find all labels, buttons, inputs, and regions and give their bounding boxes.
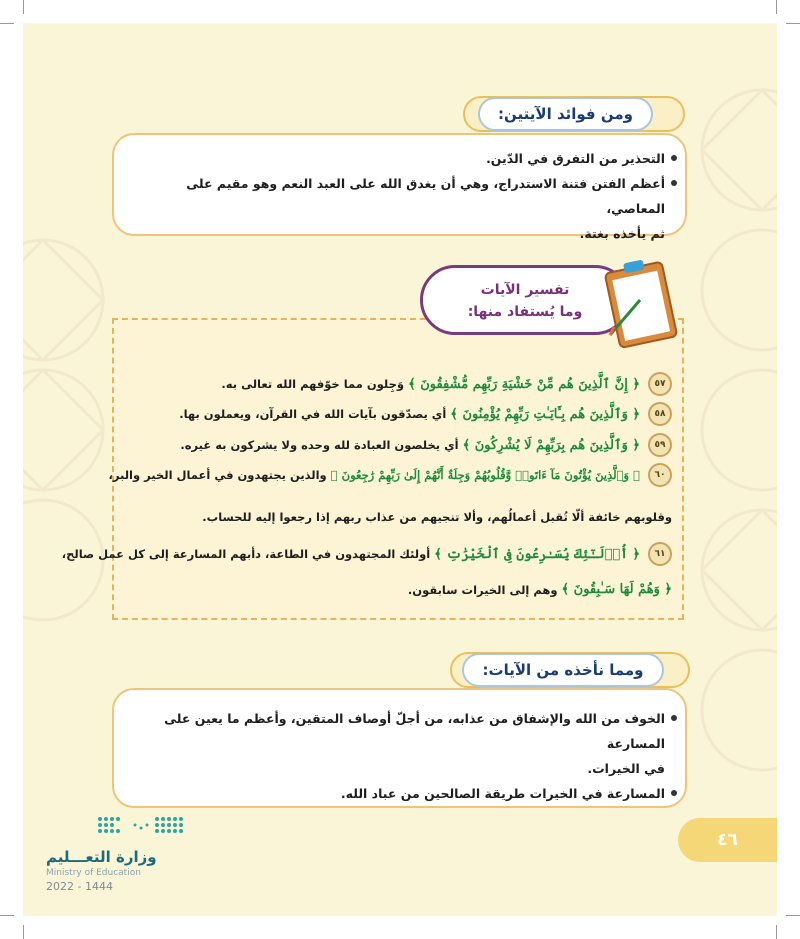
list-item: أعظم الفتن فتنة الاستدراج، وهي أن يغدق الله على العبد النعم وهو مقيم على المعاصي، [137,171,677,221]
crop-mark [0,915,14,916]
verse-row-61 [62,542,672,566]
verse-explanation: أولئك المجتهدون في الطاعة، دأبهم المسارعة إلى كل عمل صالح، [61,547,431,561]
tafsir-title-line1: تفسير الآيات [480,282,570,298]
quran-verse: ﴿ وَٱلَّذِينَ هُم بِـَٔايَـٰتِ رَبِّهِمْ يُؤْمِنُونَ ﴾ [450,406,640,422]
list-item: الخوف من الله والإشفاق من عذابه، من أجلّ أوصاف المتقين، وأعظم ما يعين على المسارعة [137,706,677,756]
verse-61-continuation [408,582,672,597]
clipboard-icon [600,255,680,350]
verse-number-badge: ٥٨ [648,402,672,426]
verse-explanation: أي يصدّقون بآيات الله في القرآن، ويعملون بها. [179,407,447,421]
quran-verse: ﴿ وَهُمْ لَهَا سَـٰبِقُونَ ﴾ [561,582,672,597]
list-item-continuation: في الخيرات. [587,761,665,776]
verse-row-60 [108,463,672,487]
crop-mark [23,925,24,939]
edition-year: 2022 - 1444 [46,880,113,893]
verse-explanation: وهم إلى الخيرات سابقون. [407,582,558,597]
verse-row-57 [221,372,672,396]
list-item: المسارعة في الخيرات طريقة الصالحين من عباد الله. [137,781,677,806]
tafsir-title-line2: وما يُستفاد منها: [467,304,583,320]
crop-mark [786,23,800,24]
verse-number-badge: ٥٩ [648,433,672,457]
takeaways-list [137,706,677,806]
ministry-name-ar: وزارة التعـــليم [46,848,157,866]
quran-verse: ﴿ وَٱلَّذِينَ يُؤْتُونَ مَآ ءَاتَوا۟ وَّقُلُوبُهُمْ وَجِلَةٌ أَنَّهُمْ إِلَىٰ رَبِّهِمْ رَٰجِعُونَ ﴾ [330,468,640,482]
quran-verse: ﴿ إِنَّ ٱلَّذِينَ هُم مِّنْ خَشْيَةِ رَبِّهِم مُّشْفِقُونَ ﴾ [408,376,640,392]
quran-verse: ﴿ وَٱلَّذِينَ هُم بِرَبِّهِمْ لَا يُشْرِكُونَ ﴾ [462,437,640,453]
crop-mark [0,23,14,24]
verse-number-badge: ٦١ [648,542,672,566]
verse-explanation: والذين يجتهدون في أعمال الخير والبر، [108,468,327,482]
verse-number-badge: ٥٧ [648,372,672,396]
ministry-logo-icon [95,814,190,844]
verse-row-58 [179,402,672,426]
tafsir-header [420,265,630,335]
crop-mark [776,925,777,939]
page-number: ٤٦ [678,818,777,862]
crop-mark [786,915,800,916]
crop-mark [776,0,777,14]
benefits-list [137,146,677,246]
section-header-takeaways: ومما نأخذه من الآيات: [462,653,664,687]
verse-row-59 [180,433,672,457]
list-item-continuation: ثم يأخذه بغتة. [579,226,665,241]
list-item: التحذير من التفرق في الدّين. [137,146,677,171]
ministry-name-en: Ministry of Education [46,868,141,878]
verse-explanation: أي يخلصون العبادة لله وحده ولا يشركون به غيره. [180,438,459,452]
quran-verse: ﴿ أُو۟لَـٰٓئِكَ يُسَـٰرِعُونَ فِى ٱلْخَيْرَٰتِ ﴾ [434,546,640,562]
verse-explanation: وَجِلون مما خوّفهم الله تعالى به. [221,377,405,391]
crop-mark [23,0,24,14]
verse-number-badge: ٦٠ [648,463,672,487]
verse-60-continuation: وقلوبهم خائفة ألّا تُقبل أعمالُهم، وألا تنجيهم من عذاب ربهم إذا رجعوا إليه للحساب. [202,510,672,524]
section-header-benefits: ومن فوائد الآيتين: [478,97,653,131]
